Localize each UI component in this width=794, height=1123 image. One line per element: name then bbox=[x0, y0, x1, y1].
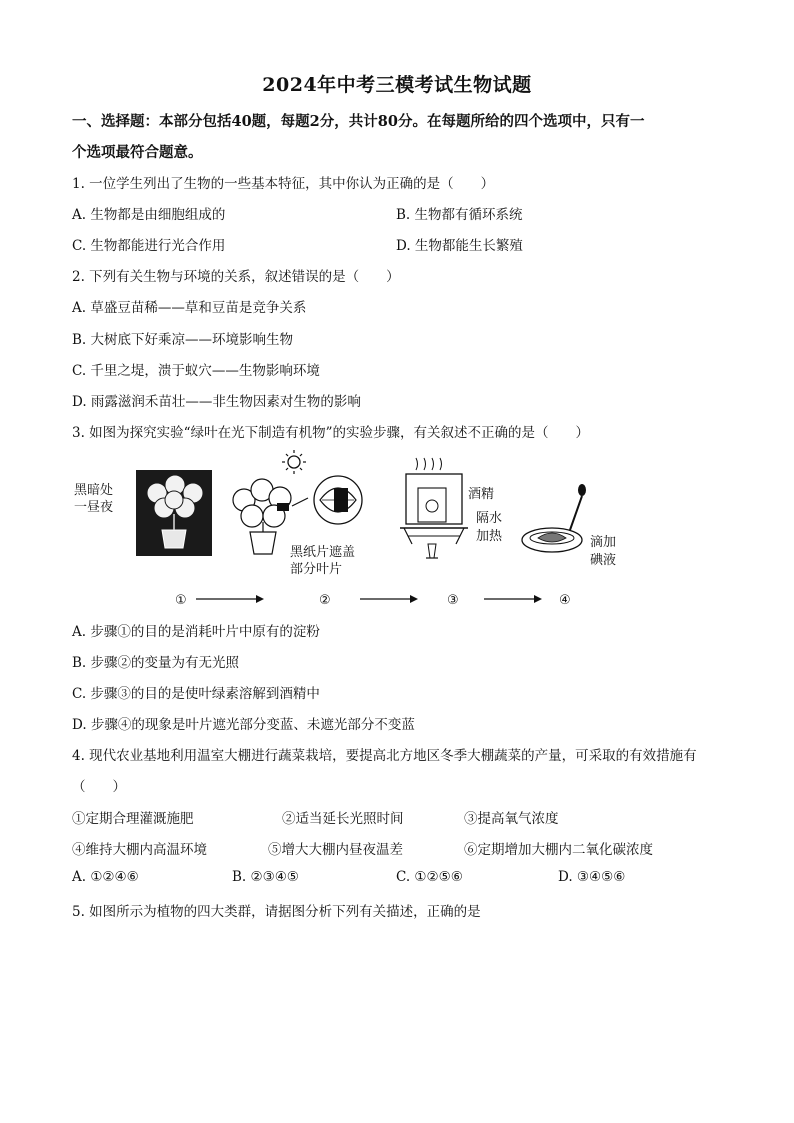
figure-label-iodine-line2: 碘液 bbox=[590, 553, 617, 568]
question-1-option-d: D. 生物都能生长繁殖 bbox=[396, 238, 523, 254]
question-4-measure-5: ⑤增大大棚内昼夜温差 bbox=[268, 842, 403, 858]
question-4-measure-2: ②适当延长光照时间 bbox=[282, 811, 404, 827]
question-4-option-c: C. ①②⑤⑥ bbox=[396, 869, 463, 885]
question-2-option-d: D. 雨露滋润禾苗壮——非生物因素对生物的影响 bbox=[72, 394, 361, 410]
experiment-figure bbox=[72, 448, 632, 613]
figure-label-iodine-line1: 滴加 bbox=[590, 535, 617, 550]
water-bath-heating-illustration bbox=[400, 458, 468, 558]
arrow-head-2 bbox=[410, 595, 418, 603]
question-1-option-c: C. 生物都能进行光合作用 bbox=[72, 238, 226, 254]
question-2-option-a: A. 草盛豆苗稀——草和豆苗是竞争关系 bbox=[72, 300, 307, 316]
question-1-option-a: A. 生物都是由细胞组成的 bbox=[72, 207, 226, 223]
question-3-option-a: A. 步骤①的目的是消耗叶片中原有的淀粉 bbox=[72, 624, 320, 640]
question-2-option-b: B. 大树底下好乘凉——环境影响生物 bbox=[72, 332, 294, 348]
step-marker-3: ③ bbox=[447, 593, 459, 608]
arrow-head-1 bbox=[256, 595, 264, 603]
iodine-dropper-illustration bbox=[522, 484, 586, 552]
sunlit-plant-illustration bbox=[233, 479, 308, 554]
question-4-stem-bracket: （ ） bbox=[72, 779, 126, 795]
figure-label-water-line2: 加热 bbox=[476, 529, 503, 544]
question-4-option-a: A. ①②④⑥ bbox=[72, 869, 139, 885]
figure-label-paper-line2: 部分叶片 bbox=[290, 562, 343, 577]
question-4-option-d: D. ③④⑤⑥ bbox=[558, 869, 626, 885]
question-5-stem: 5. 如图所示为植物的四大类群，请据图分析下列有关描述，正确的是 bbox=[72, 904, 481, 920]
figure-label-alcohol: 酒精 bbox=[468, 487, 495, 502]
figure-label-dark-line1: 黑暗处 bbox=[74, 483, 114, 498]
question-2-stem: 2. 下列有关生物与环境的关系，叙述错误的是（ ） bbox=[72, 269, 400, 285]
step-marker-1: ① bbox=[175, 593, 187, 608]
question-4-measure-6: ⑥定期增加大棚内二氧化碳浓度 bbox=[464, 842, 653, 858]
section-instructions-line2: 个选项最符合题意。 bbox=[72, 144, 203, 161]
question-3-option-d: D. 步骤④的现象是叶片遮光部分变蓝、未遮光部分不变蓝 bbox=[72, 717, 415, 733]
question-4-stem: 4. 现代农业基地利用温室大棚进行蔬菜栽培，要提高北方地区冬季大棚蔬菜的产量，可采取的有效措施有 bbox=[72, 748, 697, 764]
question-1-option-b: B. 生物都有循环系统 bbox=[396, 207, 523, 223]
step-marker-4: ④ bbox=[559, 593, 571, 608]
question-2-option-c: C. 千里之堤，溃于蚁穴——生物影响环境 bbox=[72, 363, 320, 379]
question-4-option-b: B. ②③④⑤ bbox=[232, 869, 299, 885]
question-4-measure-3: ③提高氧气浓度 bbox=[464, 811, 559, 827]
page-title: 2024年中考三模考试生物试题 bbox=[262, 74, 532, 96]
figure-label-water-line1: 隔水 bbox=[476, 511, 503, 526]
question-3-option-c: C. 步骤③的目的是使叶绿素溶解到酒精中 bbox=[72, 686, 320, 702]
question-3-option-b: B. 步骤②的变量为有无光照 bbox=[72, 655, 240, 671]
dark-box-plant-illustration bbox=[136, 470, 212, 556]
figure-label-dark-line2: 一昼夜 bbox=[74, 500, 114, 515]
question-4-measure-4: ④维持大棚内高温环境 bbox=[72, 842, 207, 858]
figure-label-paper-line1: 黑纸片遮盖 bbox=[290, 545, 356, 560]
question-4-measure-1: ①定期合理灌溉施肥 bbox=[72, 811, 194, 827]
arrow-head-3 bbox=[534, 595, 542, 603]
step-marker-2: ② bbox=[319, 593, 331, 608]
section-instructions-line1: 一、选择题：本部分包括40题，每题2分，共计80分。在每题所给的四个选项中，只有一 bbox=[72, 113, 645, 130]
question-3-stem: 3. 如图为探究实验“绿叶在光下制造有机物”的实验步骤，有关叙述不正确的是（ ） bbox=[72, 425, 589, 441]
sun-icon bbox=[282, 450, 306, 474]
question-1-stem: 1. 一位学生列出了生物的一些基本特征，其中你认为正确的是（ ） bbox=[72, 176, 495, 192]
covered-leaf-illustration bbox=[314, 476, 362, 524]
